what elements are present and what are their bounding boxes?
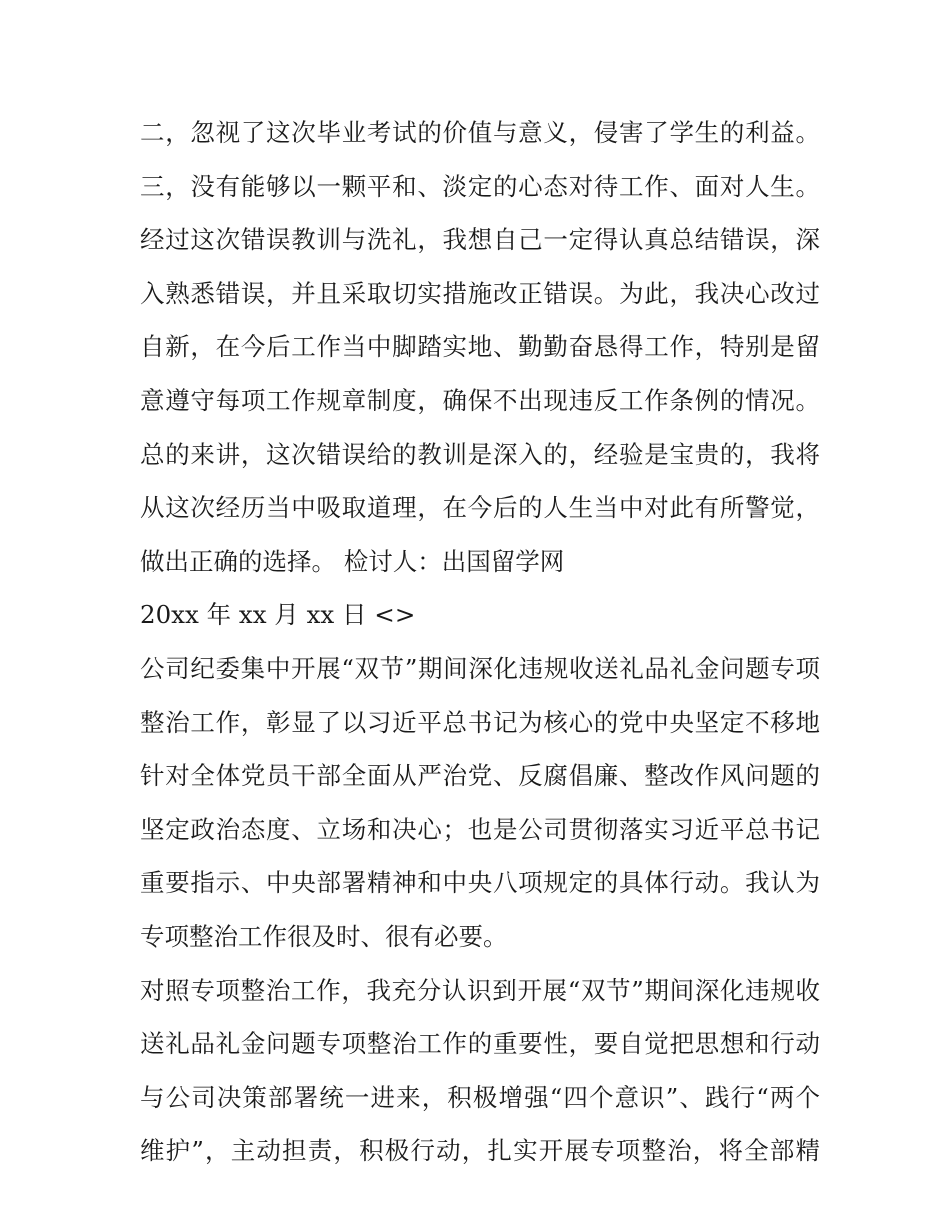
text-line: 专项整治工作很及时、很有必要。 <box>140 921 508 951</box>
document-body-text <box>140 106 820 1178</box>
text-line: 二，忽视了这次毕业考试的价值与意义，侵害了学生的利益。 <box>140 118 820 147</box>
signature-line: 做出正确的选择。 检讨人：出国留学网 <box>140 546 565 576</box>
text-line: 送礼品礼金问题专项整治工作的重要性，要自觉把思想和行动 <box>140 1029 820 1059</box>
text-line: 自新，在今后工作当中脚踏实地、勤勤奋恳得工作，特别是留 <box>140 332 820 362</box>
text-line: 从这次经历当中吸取道理，在今后的人生当中对此有所警觉， <box>140 493 820 523</box>
text-line: 对照专项整治工作，我充分认识到开展“双节”期间深化违规收 <box>140 975 820 1005</box>
text-line: 公司纪委集中开展“双节”期间深化违规收送礼品礼金问题专项 <box>140 653 820 683</box>
text-line: 与公司决策部署统一进来，积极增强“四个意识”、践行“两个 <box>140 1082 820 1112</box>
text-line: 意遵守每项工作规章制度，确保不出现违反工作条例的情况。 <box>140 385 820 415</box>
text-line: 维护”，主动担责，积极行动，扎实开展专项整治，将全部精 <box>140 1136 820 1166</box>
date-line: 20xx 年 xx 月 xx 日 <> <box>140 600 416 630</box>
text-line: 整治工作，彰显了以习近平总书记为核心的党中央坚定不移地 <box>140 707 820 737</box>
text-line: 重要指示、中央部署精神和中央八项规定的具体行动。我认为 <box>140 868 820 898</box>
text-line: 坚定政治态度、立场和决心；也是公司贯彻落实习近平总书记 <box>140 814 820 844</box>
text-line: 总的来讲，这次错误给的教训是深入的，经验是宝贵的，我将 <box>140 439 820 469</box>
text-line: 入熟悉错误，并且采取切实措施改正错误。为此，我决心改过 <box>140 278 820 308</box>
text-line: 针对全体党员干部全面从严治党、反腐倡廉、整改作风问题的 <box>140 761 820 791</box>
text-line: 三，没有能够以一颗平和、淡定的心态对待工作、面对人生。 <box>140 171 820 201</box>
text-line: 经过这次错误教训与洗礼，我想自己一定得认真总结错误，深 <box>140 225 820 255</box>
